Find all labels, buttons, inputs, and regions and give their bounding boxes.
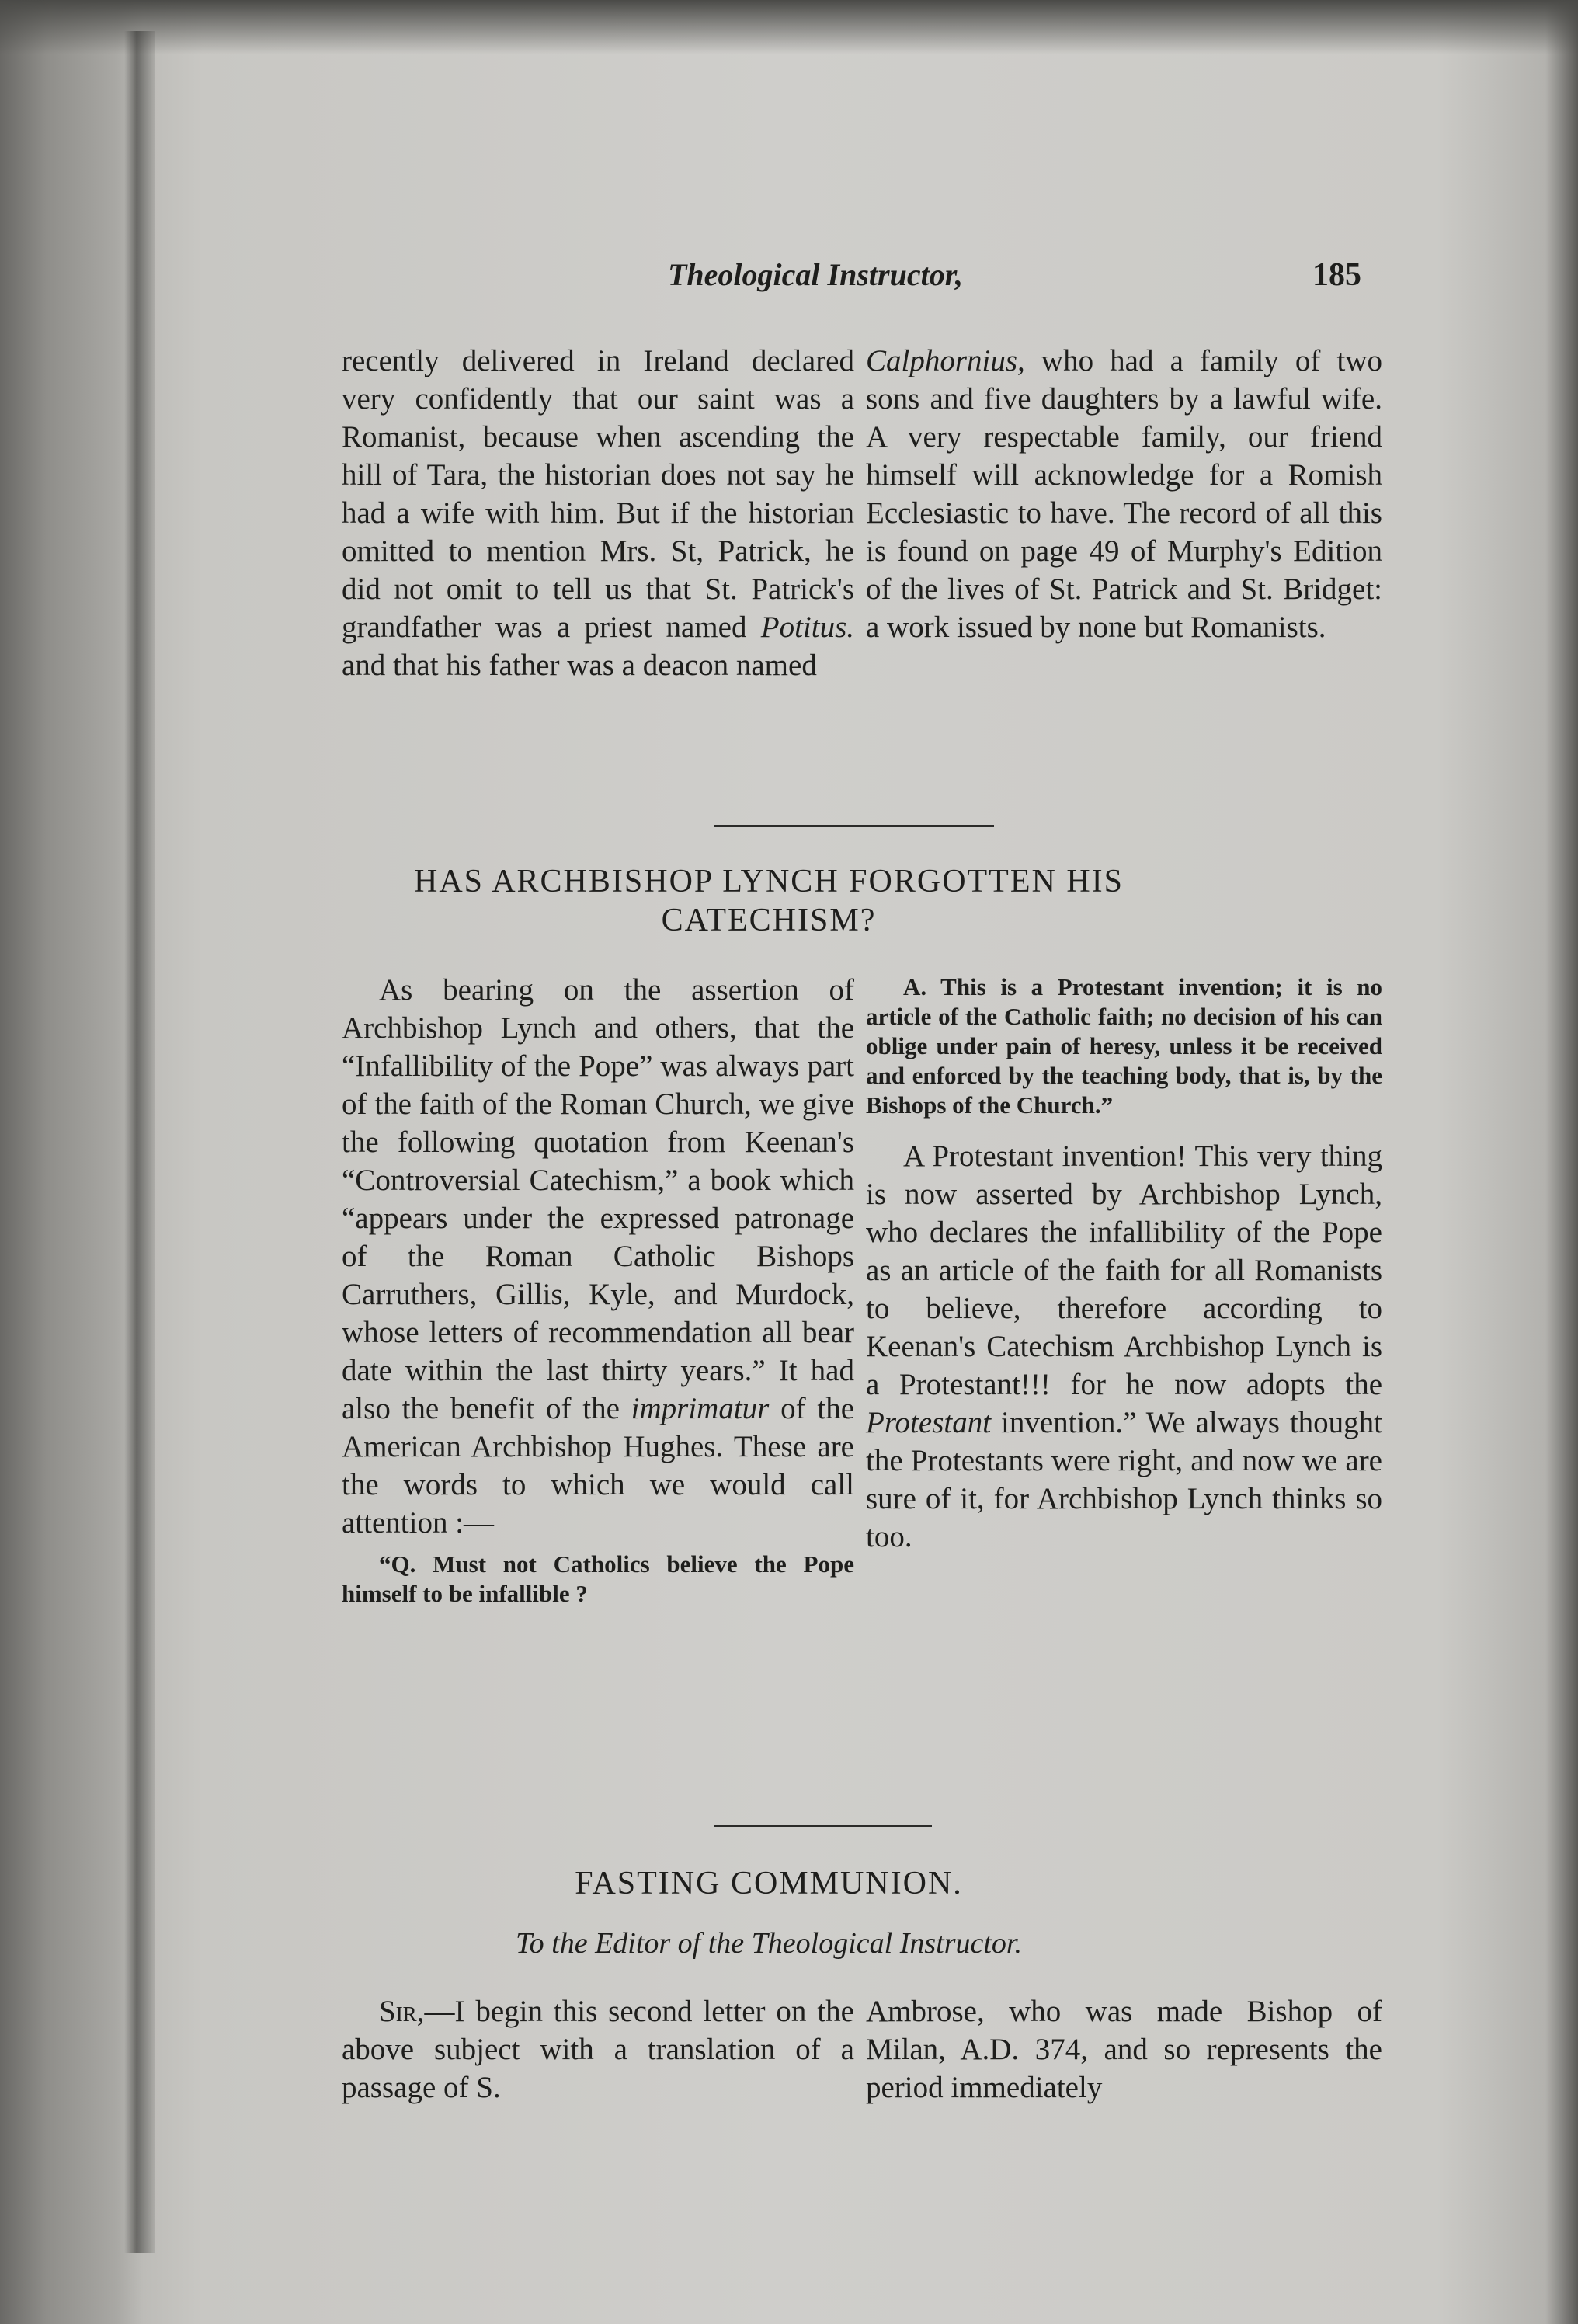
article3-heading: FASTING COMMUNION. [575,1866,963,1901]
article2-heading-line1: HAS ARCHBISHOP LYNCH FORGOTTEN HIS [413,864,1124,899]
article3-left-text: Sir,—I begin this second letter on the above subject with a translation of a passage of S. [342,1995,854,2104]
article2-answer: A. This is a Protestant invention; it is no article of the Catholic faith; no decision of his can oblige under pain of heresy, unless it be received and enforced by the teaching body, that is, by the Bishops of the Church.” [866,973,1382,1119]
book-spine-shadow [124,31,155,2253]
article1-column-right [866,342,1382,654]
article2-left-paragraph: As bearing on the assertion of Archbishop Lynch and others, that the “Infallibility of the Pope” was always part of the faith of the Roman Church, we give the following quotation from Keenan's “Controversial Catechism,” a book which “appears under the expressed patronage of the Roman Catholic Bishops Carruthers, Gillis, Kyle, and Murdock, whose letters of recommendation all bear date within the last thirty years.” It had also the benefit of the imprimatur of the American Archbishop Hughes. These are the words to which we would call attention :— [342,973,855,1539]
article3-column-right [866,1992,1382,2114]
section-divider [714,825,994,827]
page-number: 185 [1312,257,1361,293]
article2-right-paragraph: A Protestant invention! This very thing is now asserted by Archbishop Lynch, who declares the infallibility of the Pope as an article of the faith for all Romanists to believe, therefore according to Keenan's Catechism Archbishop Lynch is a Protestant!!! for he now adopts the Protestant invention.” We always thought the Protestants were right, and now we are sure of it, for Archbishop Lynch thinks so too. [866,1139,1382,1553]
article2-column-right [866,972,1382,1564]
article3-right-text: Ambrose, who was made Bishop of Milan, A.D. 374, and so represents the period immediately [866,1995,1382,2104]
page-header [155,256,1382,303]
article1-left-text: recently delivered in Ireland declared very confidently that our saint was a Romanist, because when ascending the hill of Tara, the historian does not say he had a wife with him. But if the historian omitted to mention Mrs. St, Patrick, he did not omit to tell us that St. Patrick's grandfather was a priest named Potitus. and that his father was a deacon named [342,344,855,682]
article3-subheading: To the Editor of the Theological Instructor. [516,1927,1022,1960]
running-title: Theological Instructor, [668,257,964,292]
article1-column-left [342,342,854,692]
article3-column-left [342,1992,854,2114]
article1-right-text: Calphornius, who had a family of two sons and five daughters by a lawful wife. A very respectable family, our friend himself will acknowledge for a Romish Ecclesiastic to have. The record of all this is found on page 49 of Murphy's Edition of the lives of St. Patrick and St. Bridget: a work issued by none but Romanists. [866,344,1383,644]
article2-question: “Q. Must not Catholics believe the Pope himself to be infallible ? [342,1550,854,1607]
page [155,23,1576,2307]
article2-heading [155,862,1382,940]
article2-heading-line2: CATECHISM? [661,903,877,938]
article2-column-left [342,971,854,1616]
section-divider-2 [714,1825,932,1827]
